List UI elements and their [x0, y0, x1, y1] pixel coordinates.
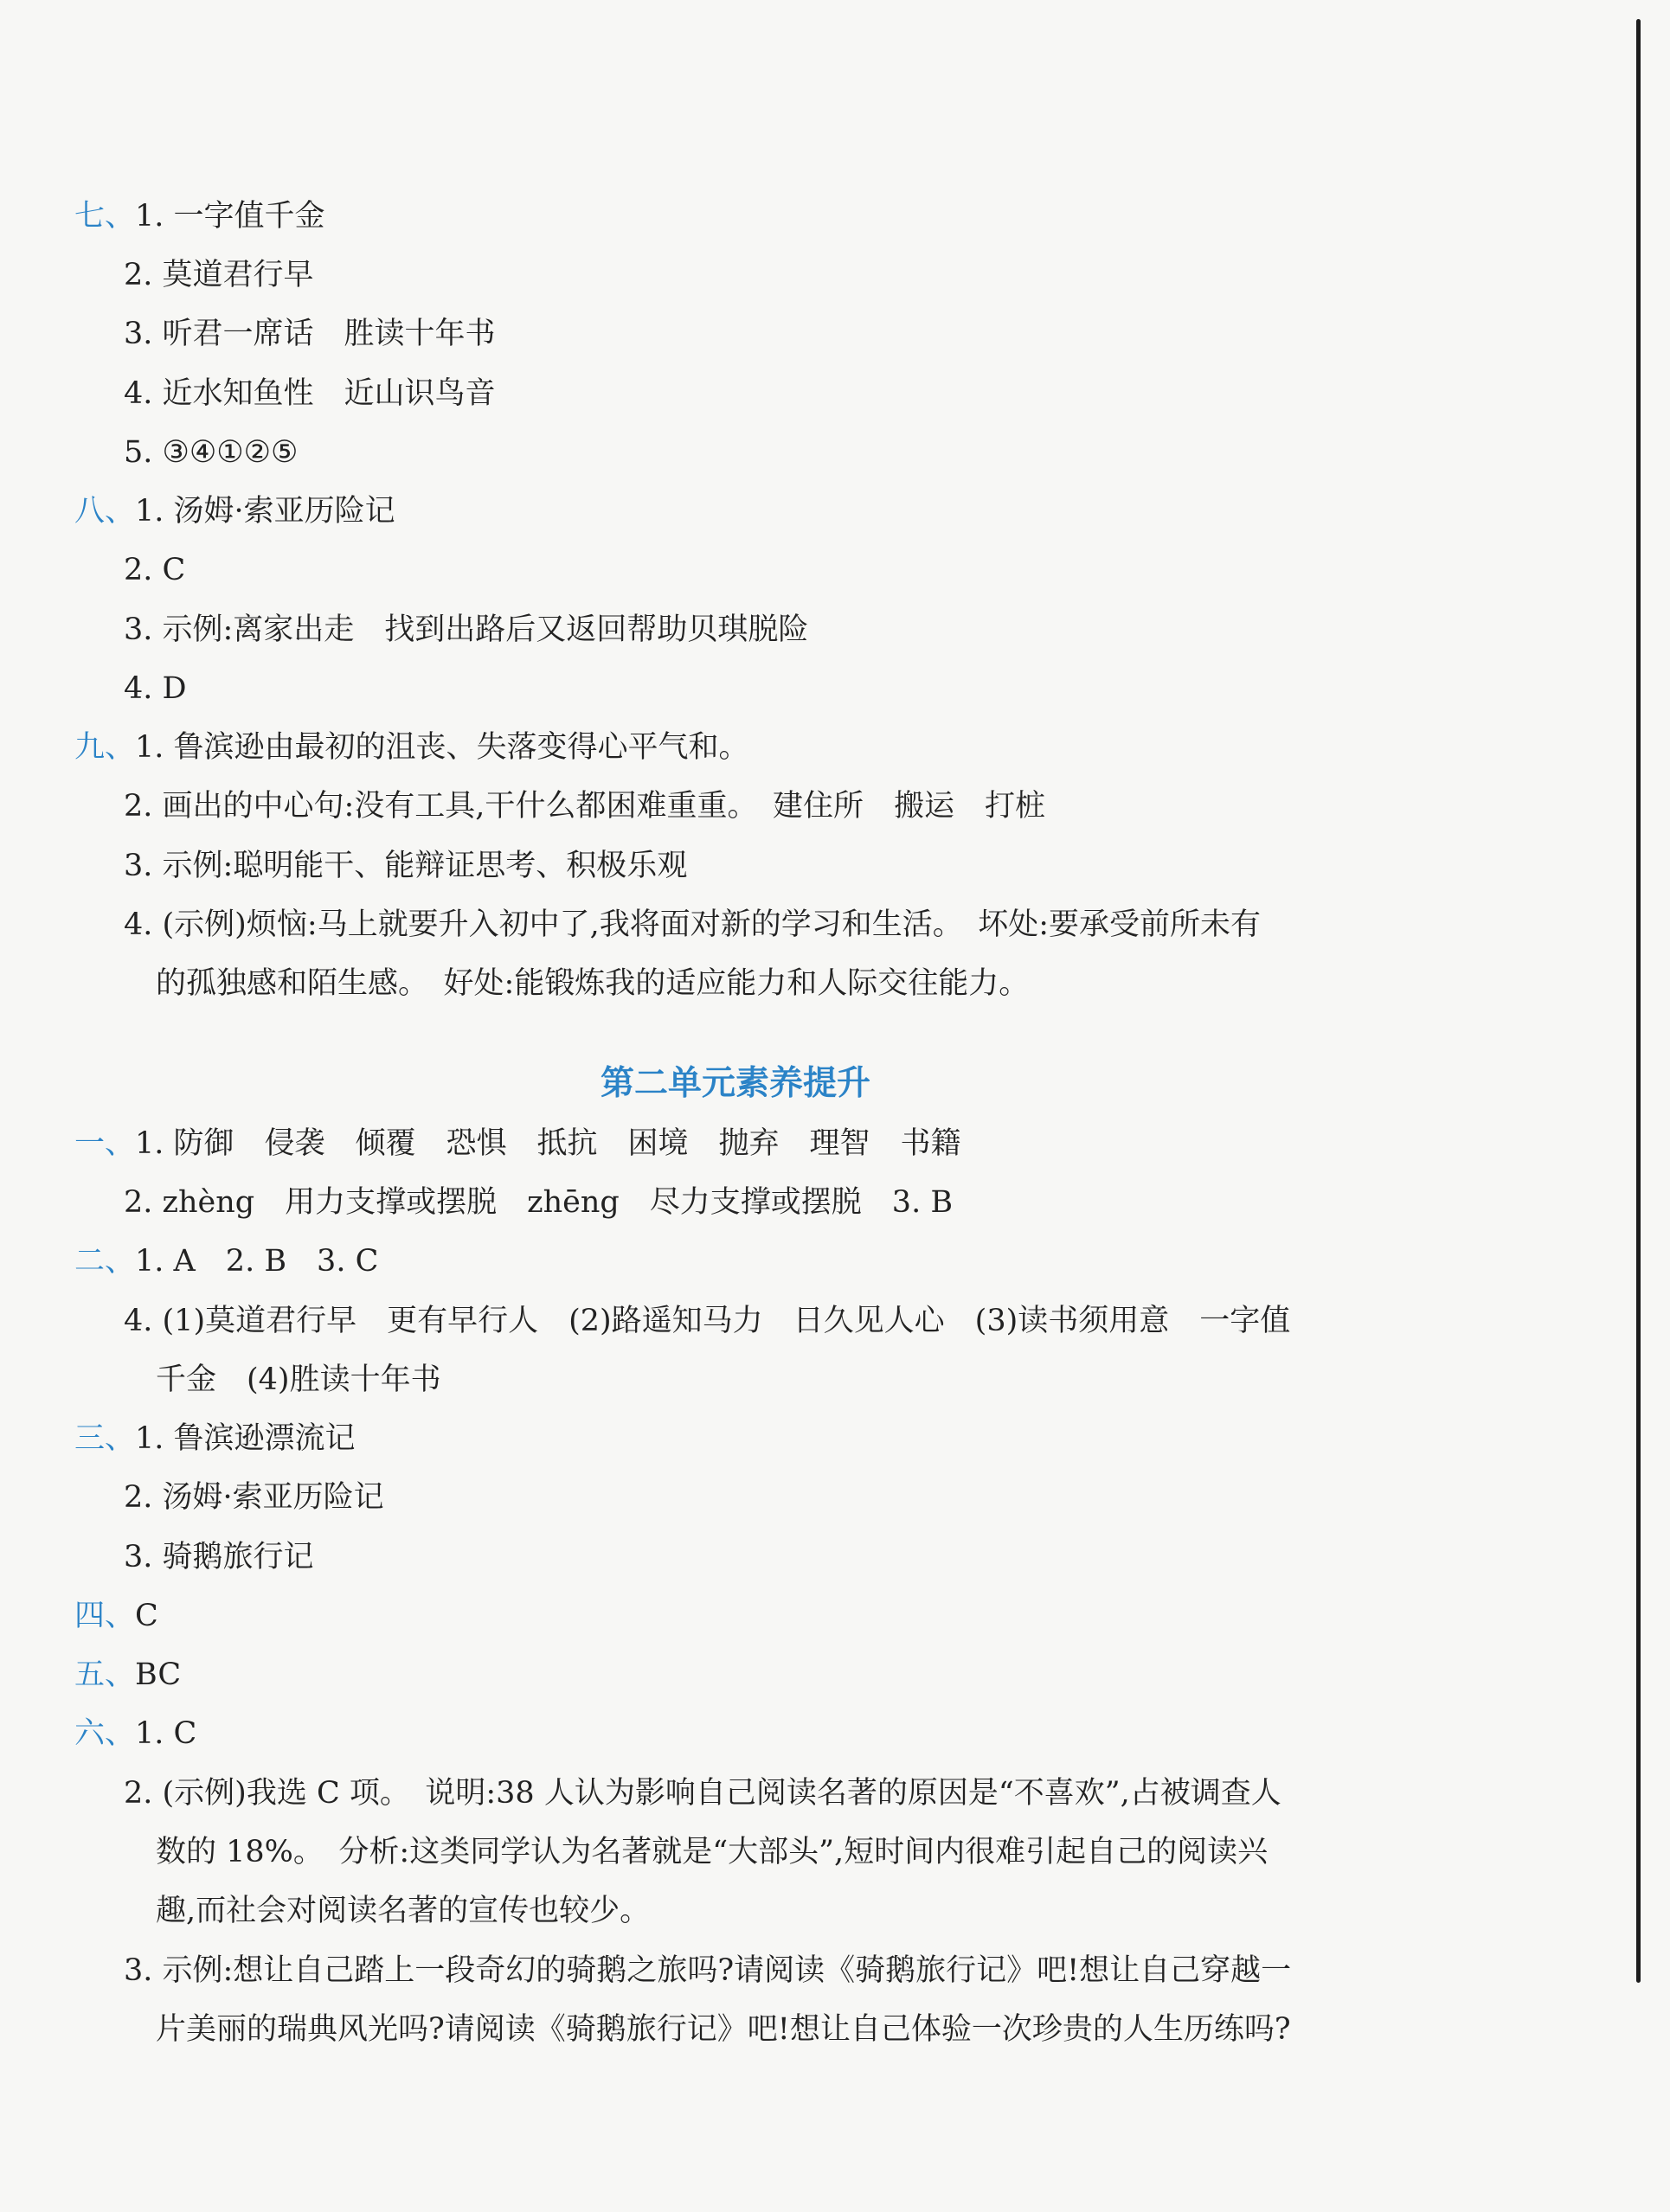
- section-9-item-2: 2. 画出的中心句:没有工具,干什么都困难重重。 建住所 搬运 打桩: [124, 789, 1045, 824]
- section-7-item-4: 4. 近水知鱼性 近山识鸟音: [124, 376, 496, 411]
- unit-2-item-1: 二、1. A 2. B 3. C: [74, 1244, 379, 1279]
- section-8-number: 八、: [74, 494, 136, 529]
- section-8-item-3: 3. 示例:离家出走 找到出路后又返回帮助贝琪脱险: [124, 612, 809, 647]
- unit-6-item-2-cont-1: 数的 18%。 分析:这类同学认为名著就是“大部头”,短时间内很难引起自己的阅读兴: [156, 1835, 1269, 1869]
- unit-2-item-4: 4. (1)莫道君行早 更有早行人 (2)路遥知马力 日久见人心 (3)读书须用意 一字值: [124, 1304, 1291, 1338]
- section-8-item-4: 4. D: [124, 671, 187, 706]
- unit-6-item-3: 3. 示例:想让自己踏上一段奇幻的骑鹅之旅吗?请阅读《骑鹅旅行记》吧!想让自己穿越一: [124, 1953, 1292, 1988]
- unit-1-item-2: 2. zhèng 用力支撑或摆脱 zhēng 尽力支撑或摆脱 3. B: [124, 1185, 954, 1220]
- section-7-item-2: 2. 莫道君行早: [124, 258, 314, 292]
- section-7-item-1: 七、1. 一字值千金: [74, 199, 325, 234]
- unit-4-number: 四、: [74, 1599, 136, 1633]
- unit-5-number: 五、: [74, 1657, 136, 1692]
- section-9-item-3: 3. 示例:聪明能干、能辩证思考、积极乐观: [124, 849, 688, 883]
- section-8-item-2: 2. C: [124, 553, 186, 587]
- unit-1-number: 一、: [74, 1126, 136, 1161]
- unit-6-item-2: 2. (示例)我选 C 项。 说明:38 人认为影响自己阅读名著的原因是“不喜欢”,占被调查人: [124, 1776, 1281, 1811]
- section-8-item-1: 八、1. 汤姆·索亚历险记: [74, 494, 395, 529]
- unit-2-number: 二、: [74, 1244, 136, 1279]
- unit-3-item-2: 2. 汤姆·索亚历险记: [124, 1480, 384, 1515]
- unit-2-item-4-cont: 千金 (4)胜读十年书: [156, 1362, 441, 1397]
- unit-6-item-1: 六、1. C: [74, 1716, 197, 1751]
- unit-3-item-1: 三、1. 鲁滨逊漂流记: [74, 1421, 356, 1456]
- unit-6-item-2-cont-2: 趣,而社会对阅读名著的宣传也较少。: [156, 1894, 651, 1928]
- section-9-number: 九、: [74, 730, 136, 765]
- unit-6-number: 六、: [74, 1716, 136, 1751]
- unit-3-number: 三、: [74, 1421, 136, 1456]
- section-9-item-4: 4. (示例)烦恼:马上就要升入初中了,我将面对新的学习和生活。 坏处:要承受前所未有: [124, 907, 1262, 942]
- section-7-item-3: 3. 听君一席话 胜读十年书: [124, 317, 496, 351]
- unit-1-item-1: 一、1. 防御 侵袭 倾覆 恐惧 抵抗 困境 抛弃 理智 书籍: [74, 1126, 961, 1161]
- section-9-item-1: 九、1. 鲁滨逊由最初的沮丧、失落变得心平气和。: [74, 730, 749, 765]
- unit-5: 五、BC: [74, 1657, 182, 1692]
- unit-4: 四、C: [74, 1599, 158, 1633]
- unit-6-item-3-cont: 片美丽的瑞典风光吗?请阅读《骑鹅旅行记》吧!想让自己体验一次珍贵的人生历练吗?: [156, 2012, 1291, 2047]
- section-9-item-4-cont: 的孤独感和陌生感。 好处:能锻炼我的适应能力和人际交往能力。: [156, 966, 1030, 1001]
- unit-3-item-3: 3. 骑鹅旅行记: [124, 1540, 314, 1574]
- section-7-item-5: 5. ③④①②⑤: [124, 435, 299, 470]
- unit-title: 第二单元素养提升: [600, 1064, 870, 1103]
- section-7-number: 七、: [74, 199, 136, 234]
